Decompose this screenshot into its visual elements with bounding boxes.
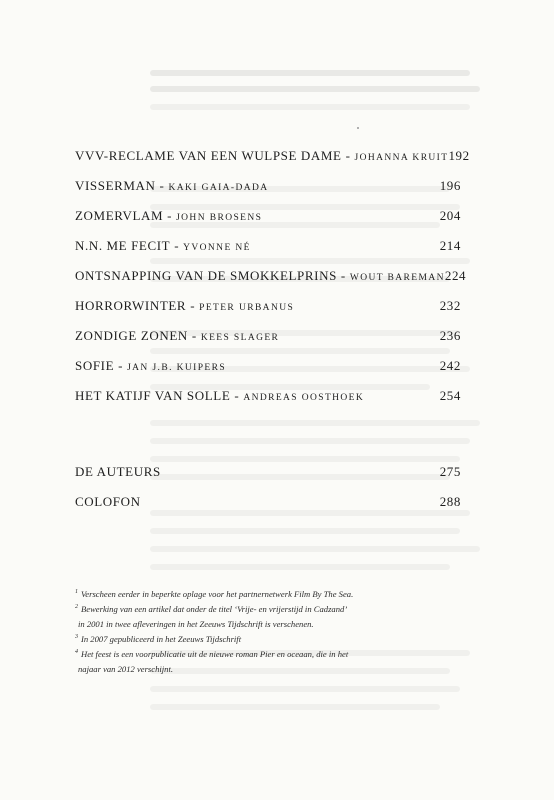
toc-entry[interactable]	[75, 328, 461, 346]
footnote-text: in 2001 in twee afleveringen in het Zeeuws Tijdschrift is verschenen.	[78, 618, 314, 629]
toc-entry[interactable]	[75, 268, 467, 286]
footnote-text: najaar van 2012 verschijnt.	[78, 664, 173, 675]
toc-entry-auteurs[interactable]	[75, 464, 461, 482]
toc-entry[interactable]	[75, 358, 461, 376]
toc-page-number: 232	[439, 298, 461, 313]
toc-title: SOFIE	[75, 358, 115, 373]
toc-title: VISSERMAN	[75, 178, 156, 193]
toc-entry[interactable]	[75, 388, 461, 406]
footnote-number: 4	[75, 649, 78, 656]
toc-author: KEES SLAGER	[200, 333, 280, 343]
toc-title: COLOFON	[75, 494, 141, 509]
toc-author: YVONNE NÉ	[183, 243, 251, 253]
footnote	[75, 646, 475, 661]
footnote	[75, 631, 475, 646]
toc-separator: -	[340, 268, 346, 283]
footnote-continuation	[75, 661, 475, 676]
toc-page-number: 204	[439, 208, 461, 223]
toc-entry[interactable]	[75, 148, 470, 166]
toc-title: VVV-RECLAME VAN EEN WULPSE DAME	[75, 148, 342, 163]
footnote-number: 1	[75, 589, 78, 595]
footnote	[75, 601, 475, 616]
toc-page-number: 224	[444, 268, 467, 283]
toc-separator: -	[174, 238, 180, 253]
toc-page-number: 242	[439, 358, 461, 373]
toc-author: ANDREAS OOSTHOEK	[243, 393, 365, 403]
footnote	[75, 586, 475, 601]
toc-entry-colofon[interactable]	[75, 494, 461, 512]
footnotes	[75, 586, 475, 676]
toc-title: DE AUTEURS	[75, 464, 161, 479]
footnote-text: Verscheen eerder in beperkte oplage voor het partnernetwerk Film By The Sea.	[81, 588, 354, 599]
toc-title: HORRORWINTER	[75, 298, 187, 313]
toc-title: N.N. ME FECIT	[75, 238, 171, 253]
toc-entry[interactable]	[75, 178, 461, 196]
toc-separator: -	[190, 298, 196, 313]
toc-page-number: 288	[439, 494, 461, 509]
toc-separator: -	[159, 178, 165, 193]
footnote-text: Het feest is een voorpublicatie uit de nieuwe roman Pier en oceaan, die in het	[81, 649, 349, 660]
toc-separator: -	[345, 148, 351, 163]
toc-author: JAN J.B. KUIPERS	[127, 363, 227, 373]
footnote-text: In 2007 gepubliceerd in het Zeeuws Tijdschrift	[81, 634, 242, 645]
toc-entry[interactable]	[75, 208, 461, 226]
speck	[357, 127, 359, 129]
toc-page-number: 196	[439, 178, 461, 193]
toc-page-number: 275	[439, 464, 461, 479]
toc-page-number: 254	[439, 388, 461, 403]
toc-separator: -	[118, 358, 124, 373]
toc-entry[interactable]	[75, 298, 461, 316]
toc-page-number: 236	[439, 328, 461, 343]
toc-entry[interactable]	[75, 238, 461, 256]
toc-author: WOUT BAREMAN	[349, 273, 445, 283]
toc-author: KAKI GAIA-DADA	[168, 183, 269, 193]
toc-author: PETER URBANUS	[199, 303, 295, 313]
toc-title: ZONDIGE ZONEN	[75, 328, 188, 343]
toc-separator: -	[234, 388, 240, 403]
toc-author: JOHN BROSENS	[176, 213, 263, 223]
toc-page-number: 214	[439, 238, 461, 253]
toc-separator: -	[191, 328, 197, 343]
toc-author: JOHANNA KRUIT	[354, 153, 449, 163]
footnote-number: 2	[75, 604, 78, 611]
toc-title: ONTSNAPPING VAN DE SMOKKELPRINS	[75, 268, 337, 283]
toc-title: ZOMERVLAM	[75, 208, 164, 223]
footnote-number: 3	[75, 634, 78, 641]
toc-title: HET KATIJF VAN SOLLE	[75, 388, 231, 403]
toc-page-number: 192	[448, 148, 470, 163]
footnote-text: Bewerking van een artikel dat onder de titel ‘Vrije- en vrijerstijd in Cadzand’	[81, 603, 348, 614]
toc-separator: -	[167, 208, 173, 223]
footnote-continuation	[75, 616, 475, 631]
